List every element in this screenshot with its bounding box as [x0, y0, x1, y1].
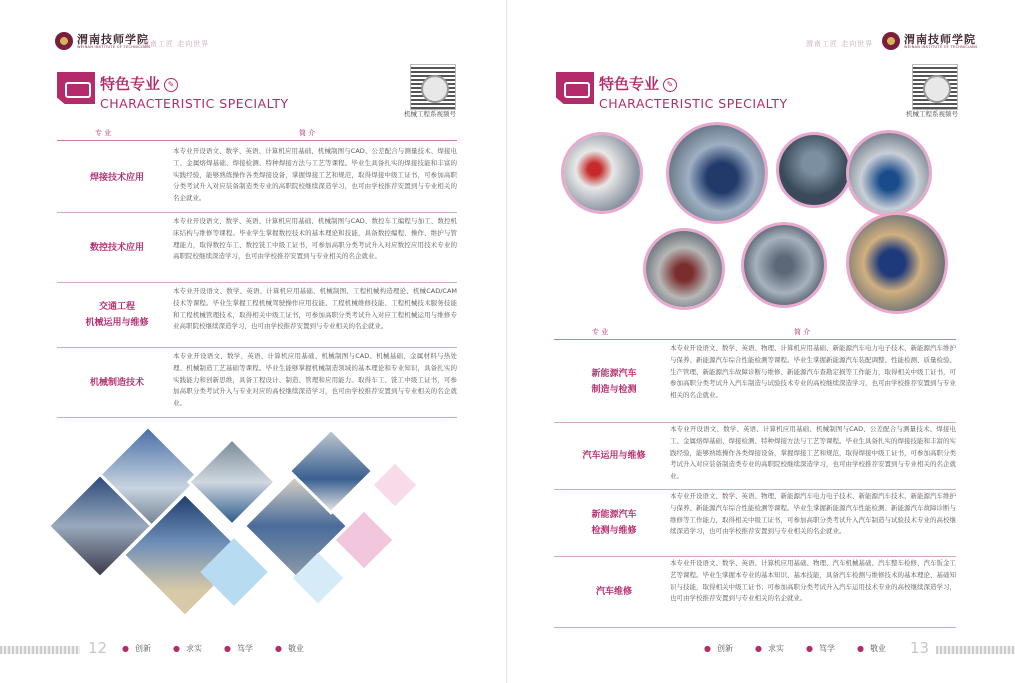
col-major: 专 业 [95, 129, 112, 137]
qr-code [410, 64, 456, 110]
table-row [57, 348, 457, 418]
major-desc: 本专业开设语文、数学、英语、物理、计算机应用基础、新能源汽车电力电子技术、新能源汽车维护与保养、新能源汽车综合性能检测等课程。毕业生掌握新能源汽车装配调整、性能检测、质量检验、生产管理、新能源汽车故障诊断与维修、新能源汽车查勘定损等工作能力，取得相关中级工证书，可参加高职分类考试升入汽车制造与试验技术专业的高校继续深造学习，也可由学校推荐安置到与专业相关的名企就业。 [670, 344, 956, 400]
motto-item: ● 敬业 [857, 643, 886, 654]
major-name: 数控技术应用 [89, 242, 144, 253]
logo-text: 渭南技师学院 [77, 32, 149, 46]
table-header [57, 126, 457, 141]
major-desc: 本专业开设语文、数学、英语、物理、新能源汽车电力电子技术、新能源汽车技术、新能源汽车维护与保养、新能源汽车综合性能检测等课程。毕业生掌握新能源汽车性能检测、新能源汽车故障诊断与维修等工作能力，取得相关中级工证书，可参加高职分类考试升入汽车制造与试验技术专业的高校继续深造学习，也可由学校推荐安置到与专业相关的名企就业。 [670, 492, 956, 536]
right-page [508, 0, 1015, 683]
robot-arm-icon [556, 72, 594, 104]
slogan: 渭南工匠 走向世界 [142, 40, 210, 48]
training-photo [846, 130, 932, 216]
table-row [554, 490, 956, 557]
pencil-icon: ✎ [164, 78, 178, 92]
logo-en-text: WEINAN INSTITUTE OF TECHNICIANS [77, 44, 151, 49]
major-name: 机械制造技术 [89, 377, 144, 388]
page-number: 13 [910, 639, 930, 657]
decor-diamond [374, 464, 416, 506]
motto-bar [122, 643, 304, 654]
section-title-en: CHARACTERISTIC SPECIALTY [599, 96, 788, 111]
robot-arm-icon [57, 72, 95, 104]
motto-item: ● 敬业 [275, 643, 304, 654]
col-intro: 简 介 [794, 328, 811, 336]
major-name: 交通工程 机械运用与维修 [85, 302, 149, 328]
left-page [0, 0, 507, 683]
major-name: 焊接技术应用 [89, 172, 144, 183]
school-seal-icon [882, 32, 900, 50]
motto-item: ● 创新 [704, 643, 733, 654]
training-photo [666, 122, 768, 224]
page-number: 12 [88, 639, 108, 657]
motto-item: ● 创新 [122, 643, 151, 654]
major-desc: 本专业开设语文、数学、英语、计算机应用基础、机械制图、工程机械构造理论、机械CAD/CAM技术等课程。毕业生掌握工程机械驾驶操作应用技能、工程机械维修技能、工程机械技术服务技能和工程机械管理技术，取得相关中级工证书，可参加高职分类考试升入对应工程机械运用与维修专业高职院校继续深造学习，也可由学校推荐安置到与专业相关的名企就业。 [173, 287, 457, 331]
major-desc: 本专业开设语文、数学、英语、计算机应用基础、机械制图与CAD、公差配合与测量技术、焊接电工、金属熔焊基础、焊接检测、特种焊接方法与工艺等课程。毕业生具备扎实的焊接技能和丰富的实践经验，能够熟练操作各类焊接设备，掌握焊接工艺和规范，取得焊接中级工证书，可参加高职分类考试升入对应装备制造类专业的高职院校继续深造学习，也可由学校推荐安置到与专业相关的名企就业。 [670, 425, 956, 481]
table-row [554, 557, 956, 628]
footer-stripe [0, 646, 80, 654]
motto-item: ● 笃学 [224, 643, 253, 654]
qr-code [912, 64, 958, 110]
training-photo [741, 222, 827, 308]
qr-caption: 机械工程系视频号 [906, 110, 958, 118]
section-title-cn: 特色专业 ✎ [100, 73, 178, 94]
training-photo [776, 132, 852, 208]
motto-item: ● 求实 [173, 643, 202, 654]
footer-stripe [936, 646, 1015, 654]
major-name: 新能源汽车 制造与检测 [591, 369, 637, 395]
table-row [554, 342, 956, 423]
slogan: 渭南工匠 走向世界 [806, 40, 874, 48]
col-major: 专 业 [592, 328, 609, 336]
table-row [57, 143, 457, 213]
school-logo [882, 32, 978, 50]
table-row [57, 213, 457, 283]
training-photo [561, 132, 643, 214]
qr-caption: 机械工程系视频号 [404, 110, 456, 118]
section-title-cn: 特色专业 ✎ [599, 73, 677, 94]
pencil-icon: ✎ [663, 78, 677, 92]
training-photo [846, 212, 948, 314]
major-name: 汽车运用与维修 [582, 451, 646, 461]
major-desc: 本专业开设语文、数学、英语、计算机应用基础、机械制图与CAD、机械基础、金属材料与热处理、机械制造工艺基础等课程。毕业生能够掌握机械制造领域的基本理论和专业知识，具备扎实的实践能力和创新思维，具备工程设计、制造、管理和应用能力。取得车工、铣工中级工证书，可参加高职分类考试升入与专业对应的高校继续深造学习，也可由学校推荐安置到与专业相关的名企就业。 [173, 352, 457, 408]
section-title-en: CHARACTERISTIC SPECIALTY [100, 96, 289, 111]
logo-text: 渭南技师学院 [904, 32, 976, 46]
table-row [554, 423, 956, 490]
table-header [554, 325, 956, 340]
major-name: 新能源汽车 检测与维修 [591, 510, 637, 536]
motto-item: ● 求实 [755, 643, 784, 654]
motto-item: ● 笃学 [806, 643, 835, 654]
major-desc: 本专业开设语文、数学、英语、计算机应用基础、物理、汽车机械基础、汽车整车检修、汽车钣金工艺等课程。毕业生掌握本专业的基本知识、基本技能，具备汽车检测与维修技术的基本理论、基础知识与技能，取得相关中级工证书；可参加高职分类考试升入汽车运用技术专业的高校继续深造学习，也可由学校推荐安置到与专业相关的名企就业。 [670, 559, 956, 603]
col-intro: 简 介 [299, 129, 316, 137]
table-row [57, 283, 457, 348]
training-photo [643, 228, 725, 310]
school-seal-icon [55, 32, 73, 50]
motto-bar [704, 643, 886, 654]
school-logo [55, 32, 151, 50]
major-name: 汽车维修 [595, 587, 632, 597]
major-desc: 本专业开设语文、数学、英语、计算机应用基础、机械制图与CAD、公差配合与测量技术、焊接电工、金属熔焊基础、焊接检测、特种焊接方法与工艺等课程。毕业生具备扎实的焊接技能和丰富的实践经验，能够熟练操作各类焊接设备，掌握焊接工艺和规范，取得焊接中级工证书，可参加高职分类考试升入对应装备制造类专业的高职院校继续深造学习，也可由学校推荐安置到与专业相关的名企就业。 [173, 147, 457, 203]
logo-en-text: WEINAN INSTITUTE OF TECHNICIANS [904, 44, 978, 49]
major-desc: 本专业开设语文、数学、英语、计算机应用基础、机械制图与CAD、数控车工编程与加工、数控机床结构与维修等课程。毕业学生掌握数控技术的基本理论和技能，具备数控编程、操作、维护与管理能力，取得数控车工、数控铣工中级工证书，可参加高职分类考试升入对应数控应用技术专业的高职院校继续深造学习，也可由学校推荐安置到与专业相关的名企就业。 [173, 217, 457, 261]
